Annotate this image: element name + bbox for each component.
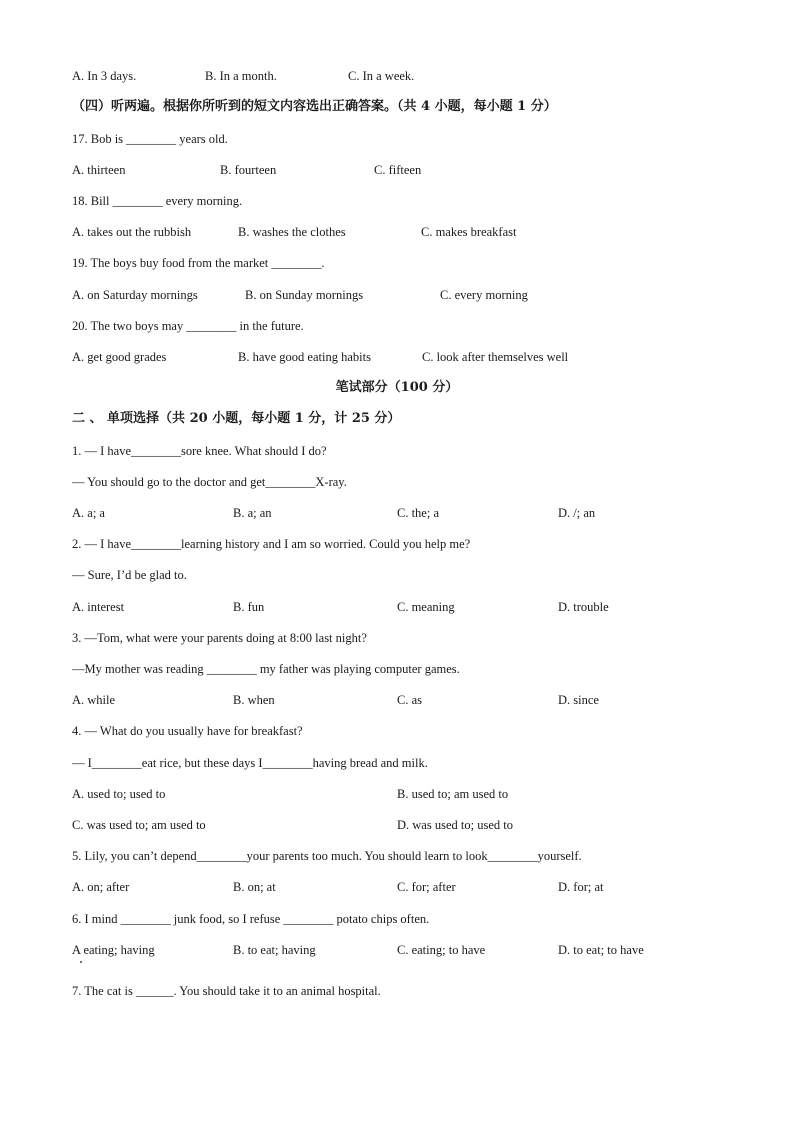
q19-option-c: C. every morning (440, 288, 528, 302)
q17-options (72, 162, 732, 178)
question-19: 19. The boys buy food from the market ________. (72, 256, 325, 270)
q5-options (72, 879, 732, 895)
question-3-line-2: —My mother was reading ________ my father was playing computer games. (72, 662, 460, 676)
q18-option-a: A. takes out the rubbish (72, 225, 192, 239)
question-2-line-2: — Sure, I’d be glad to. (72, 568, 187, 582)
q4-option-b: B. used to; am used to (397, 787, 509, 801)
stray-dot (80, 961, 82, 963)
q3-option-d: D. since (558, 693, 599, 707)
question-6: 6. I mind ________ junk food, so I refuse ________ potato chips often. (72, 912, 430, 926)
q3-options (72, 692, 732, 708)
section-4-title: （四）听两遍。根据你所听到的短文内容选出正确答案。（共 4 小题，每小题 1 分） (72, 99, 557, 114)
q4-option-c: C. was used to; am used to (72, 818, 206, 832)
q20-option-a: A. get good grades (72, 350, 167, 364)
q19-option-a: A. on Saturday mornings (72, 288, 198, 302)
q20-options (72, 349, 732, 365)
q18-option-c: C. makes breakfast (421, 225, 517, 239)
q2-option-c: C. meaning (397, 600, 455, 614)
q6-option-a: A eating; having (72, 943, 155, 957)
q20-option-b: B. have good eating habits (238, 350, 371, 364)
q19-options (72, 287, 732, 303)
written-section-title: 笔试部分（100 分） (335, 380, 459, 395)
q4-options-row-2 (72, 817, 732, 833)
question-4-line-1: 4. — What do you usually have for breakfast? (72, 724, 303, 738)
q5-option-c: C. for; after (397, 880, 456, 894)
q4-option-d: D. was used to; used to (397, 818, 513, 832)
q1-option-d: D. /; an (558, 506, 596, 520)
q6-option-c: C. eating; to have (397, 943, 486, 957)
q1-option-b: B. a; an (233, 506, 272, 520)
question-20: 20. The two boys may ________ in the future. (72, 319, 304, 333)
q20-option-c: C. look after themselves well (422, 350, 569, 364)
q1-option-c: C. the; a (397, 506, 440, 520)
q2-option-b: B. fun (233, 600, 265, 614)
q16-options (72, 68, 732, 84)
q17-option-b: B. fourteen (220, 163, 277, 177)
question-18: 18. Bill ________ every morning. (72, 194, 243, 208)
question-2-line-1: 2. — I have________learning history and I am so worried. Could you help me? (72, 537, 471, 551)
q2-option-a: A. interest (72, 600, 125, 614)
question-4-line-2: — I________eat rice, but these days I________having bread and milk. (72, 756, 428, 770)
q4-options-row-1 (72, 786, 732, 802)
question-7: 7. The cat is ______. You should take it to an animal hospital. (72, 984, 381, 998)
q18-option-b: B. washes the clothes (238, 225, 346, 239)
q3-option-c: C. as (397, 693, 422, 707)
q17-option-a: A. thirteen (72, 163, 126, 177)
question-5: 5. Lily, you can’t depend________your parents too much. You should learn to look________yourself. (72, 849, 582, 863)
q4-option-a: A. used to; used to (72, 787, 166, 801)
question-1-line-1: 1. — I have________sore knee. What should I do? (72, 444, 327, 458)
q6-option-b: B. to eat; having (233, 943, 316, 957)
question-17: 17. Bob is ________ years old. (72, 132, 228, 146)
q2-options (72, 599, 732, 615)
q5-option-d: D. for; at (558, 880, 604, 894)
q5-option-b: B. on; at (233, 880, 276, 894)
question-3-line-1: 3. —Tom, what were your parents doing at 8:00 last night? (72, 631, 367, 645)
q16-option-a: A. In 3 days. (72, 69, 137, 83)
section-2-title: 二 、 单项选择（共 20 小题，每小题 1 分，计 25 分） (72, 411, 401, 426)
q16-option-b: B. In a month. (205, 69, 277, 83)
q1-option-a: A. a; a (72, 506, 105, 520)
q3-option-b: B. when (233, 693, 275, 707)
q6-option-d: D. to eat; to have (558, 943, 644, 957)
q6-options (72, 942, 732, 958)
q17-option-c: C. fifteen (374, 163, 422, 177)
q3-option-a: A. while (72, 693, 116, 707)
question-1-line-2: — You should go to the doctor and get________X-ray. (72, 475, 347, 489)
q19-option-b: B. on Sunday mornings (245, 288, 364, 302)
q18-options (72, 224, 732, 240)
q2-option-d: D. trouble (558, 600, 609, 614)
q5-option-a: A. on; after (72, 880, 130, 894)
q1-options (72, 505, 732, 521)
q16-option-c: C. In a week. (348, 69, 415, 83)
